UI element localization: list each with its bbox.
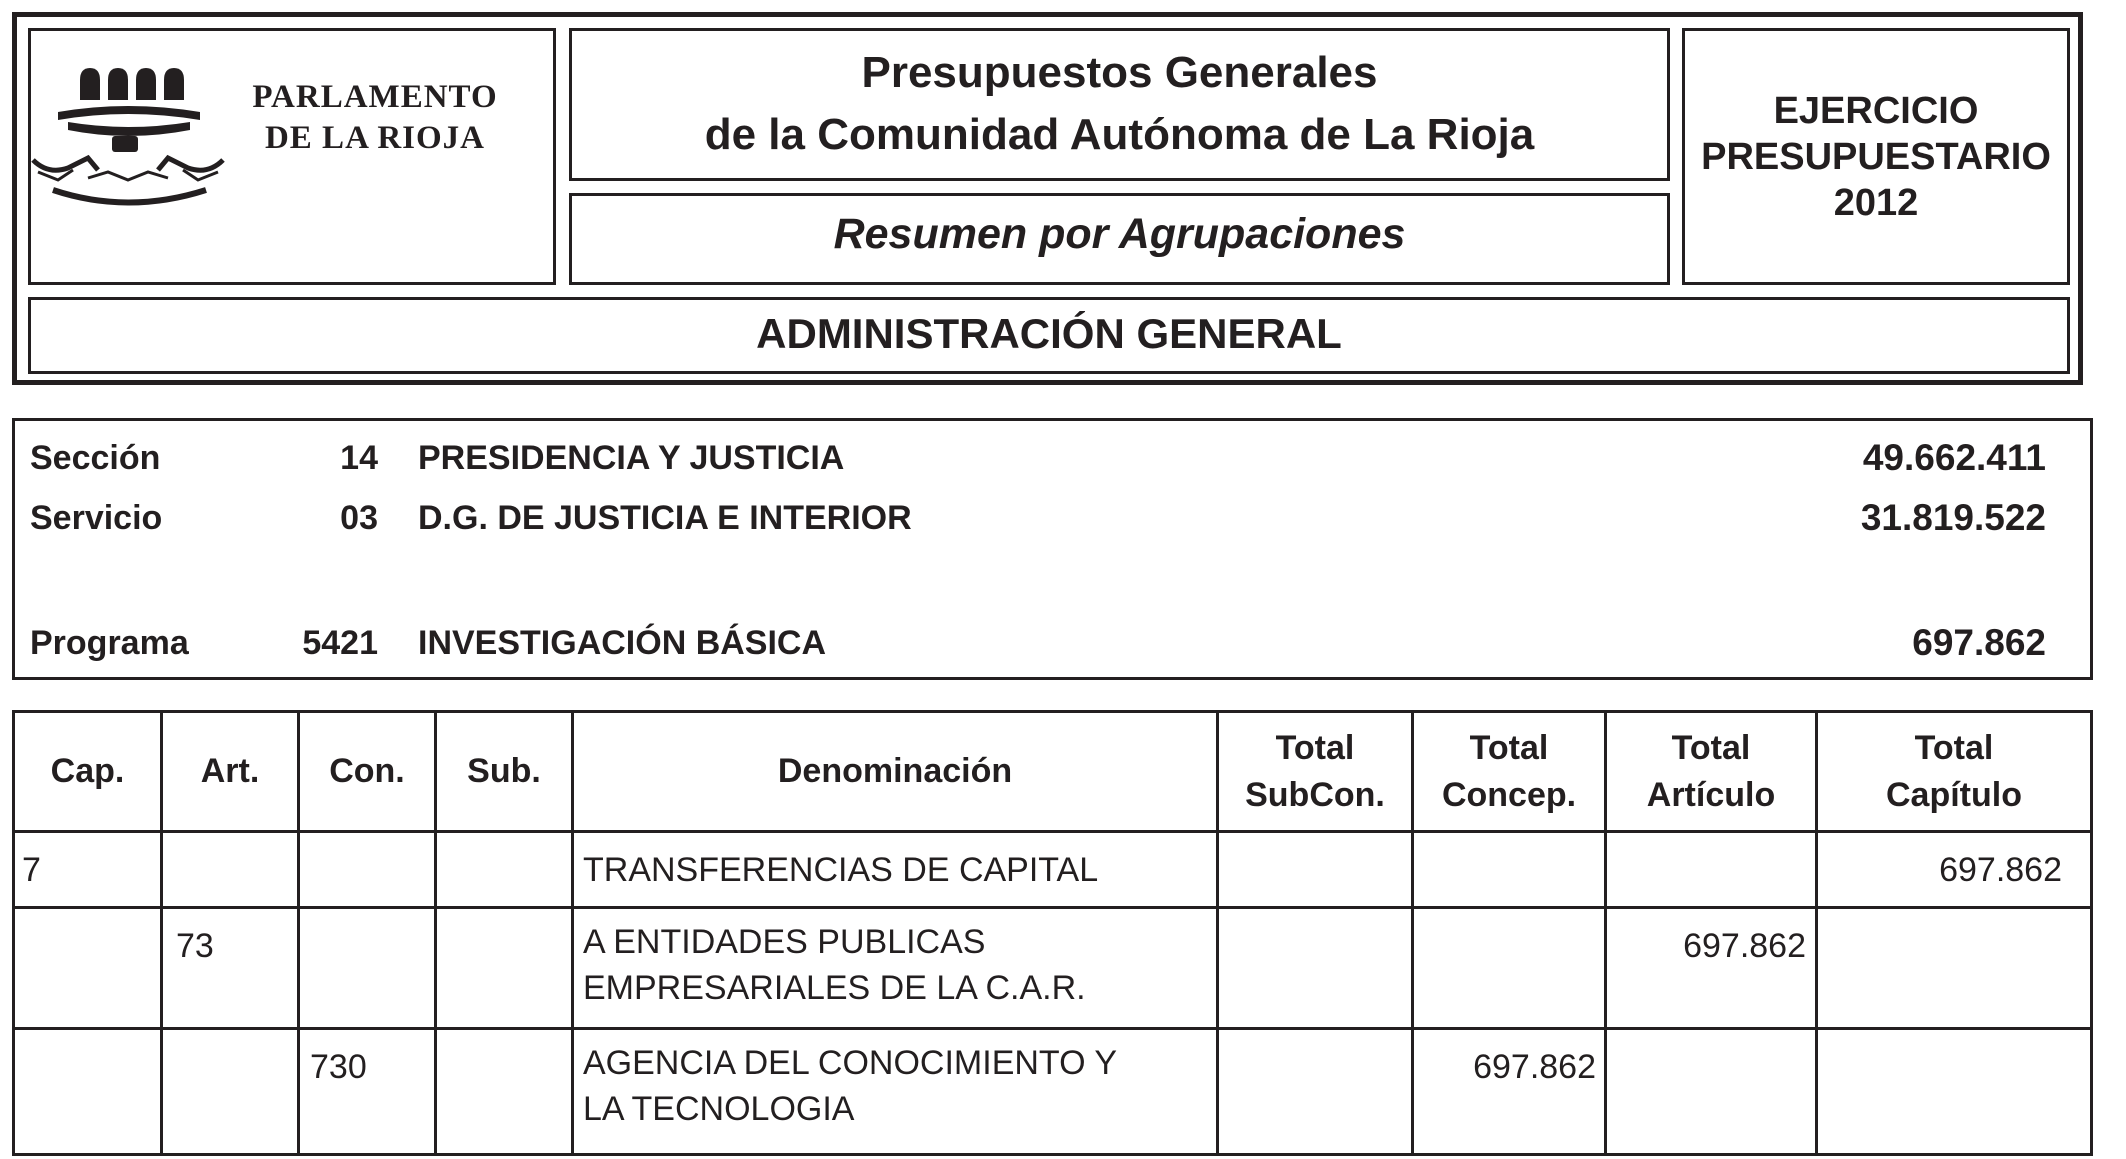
document-title-line2: de la Comunidad Autónoma de La Rioja (704, 110, 1535, 159)
seccion-name: PRESIDENCIA Y JUSTICIA (418, 439, 845, 477)
programa-label: Programa (30, 624, 189, 662)
document-title-line1: Presupuestos Generales (861, 48, 1378, 97)
servicio-label: Servicio (30, 499, 163, 537)
programa-row (0, 619, 2081, 667)
seccion-amount: 49.662.411 (1862, 437, 2046, 478)
row-art: 73 (176, 927, 214, 965)
row-divider (12, 830, 2093, 833)
header-denominacion: Denominación (777, 752, 1013, 790)
header-total-articulo-line2: Artículo (1646, 775, 1776, 814)
header-total-subcon (1219, 713, 1411, 830)
parliament-name (225, 77, 525, 159)
header-total-concep-line1: Total (1469, 728, 1549, 767)
servicio-row (0, 494, 2081, 542)
parliament-name-line1: PARLAMENTO (252, 79, 498, 115)
row-divider (12, 906, 2093, 909)
row-denominacion: TRANSFERENCIAS DE CAPITAL (583, 851, 1099, 889)
servicio-code: 03 (340, 499, 378, 537)
row-total-articulo: 697.862 (1683, 927, 1806, 965)
row-denominacion-line1: AGENCIA DEL CONOCIMIENTO Y (583, 1044, 1118, 1082)
document-title (569, 42, 1670, 166)
header-total-subcon-line2: SubCon. (1245, 775, 1385, 814)
row-denominacion-line1: A ENTIDADES PUBLICAS (583, 923, 986, 961)
header-total-capitulo-line2: Capítulo (1886, 775, 2022, 814)
header-con: Con. (329, 752, 405, 790)
header-total-concep (1414, 713, 1604, 830)
fiscal-year-line1: EJERCICIO (1773, 90, 1979, 132)
row-denominacion-line2: LA TECNOLOGIA (583, 1090, 855, 1128)
seccion-row (0, 434, 2081, 482)
fiscal-year-line2: PRESUPUESTARIO (1701, 136, 2051, 178)
header-total-subcon-line1: Total (1275, 728, 1355, 767)
servicio-amount: 31.819.522 (1860, 497, 2046, 538)
fiscal-year (1682, 88, 2070, 226)
header-total-capitulo-line1: Total (1914, 728, 1994, 767)
document-subtitle: Resumen por Agrupaciones (833, 210, 1406, 258)
row-con: 730 (310, 1048, 367, 1086)
servicio-name: D.G. DE JUSTICIA E INTERIOR (418, 499, 912, 537)
row-total-concep: 697.862 (1473, 1048, 1596, 1086)
header-cap: Cap. (50, 752, 125, 790)
row-total-capitulo: 697.862 (1939, 851, 2062, 889)
header-art: Art. (200, 752, 260, 790)
header-total-articulo (1607, 713, 1815, 830)
row-cap: 7 (22, 851, 41, 889)
parliament-name-line2: DE LA RIOJA (264, 120, 486, 156)
header-total-articulo-line1: Total (1671, 728, 1751, 767)
programa-amount: 697.862 (1912, 622, 2046, 663)
fiscal-year-value: 2012 (1833, 182, 1919, 224)
programa-name: INVESTIGACIÓN BÁSICA (418, 624, 827, 662)
programa-code: 5421 (302, 624, 378, 662)
section-group-title: ADMINISTRACIÓN GENERAL (756, 310, 1342, 357)
header-sub: Sub. (467, 752, 541, 790)
parliament-emblem-icon (28, 50, 228, 220)
row-divider (12, 1027, 2093, 1030)
seccion-label: Sección (30, 439, 161, 477)
header-total-capitulo (1818, 713, 2090, 830)
header-total-concep-line2: Concep. (1441, 775, 1577, 814)
seccion-code: 14 (340, 439, 378, 477)
row-denominacion-line2: EMPRESARIALES DE LA C.A.R. (583, 969, 1086, 1007)
